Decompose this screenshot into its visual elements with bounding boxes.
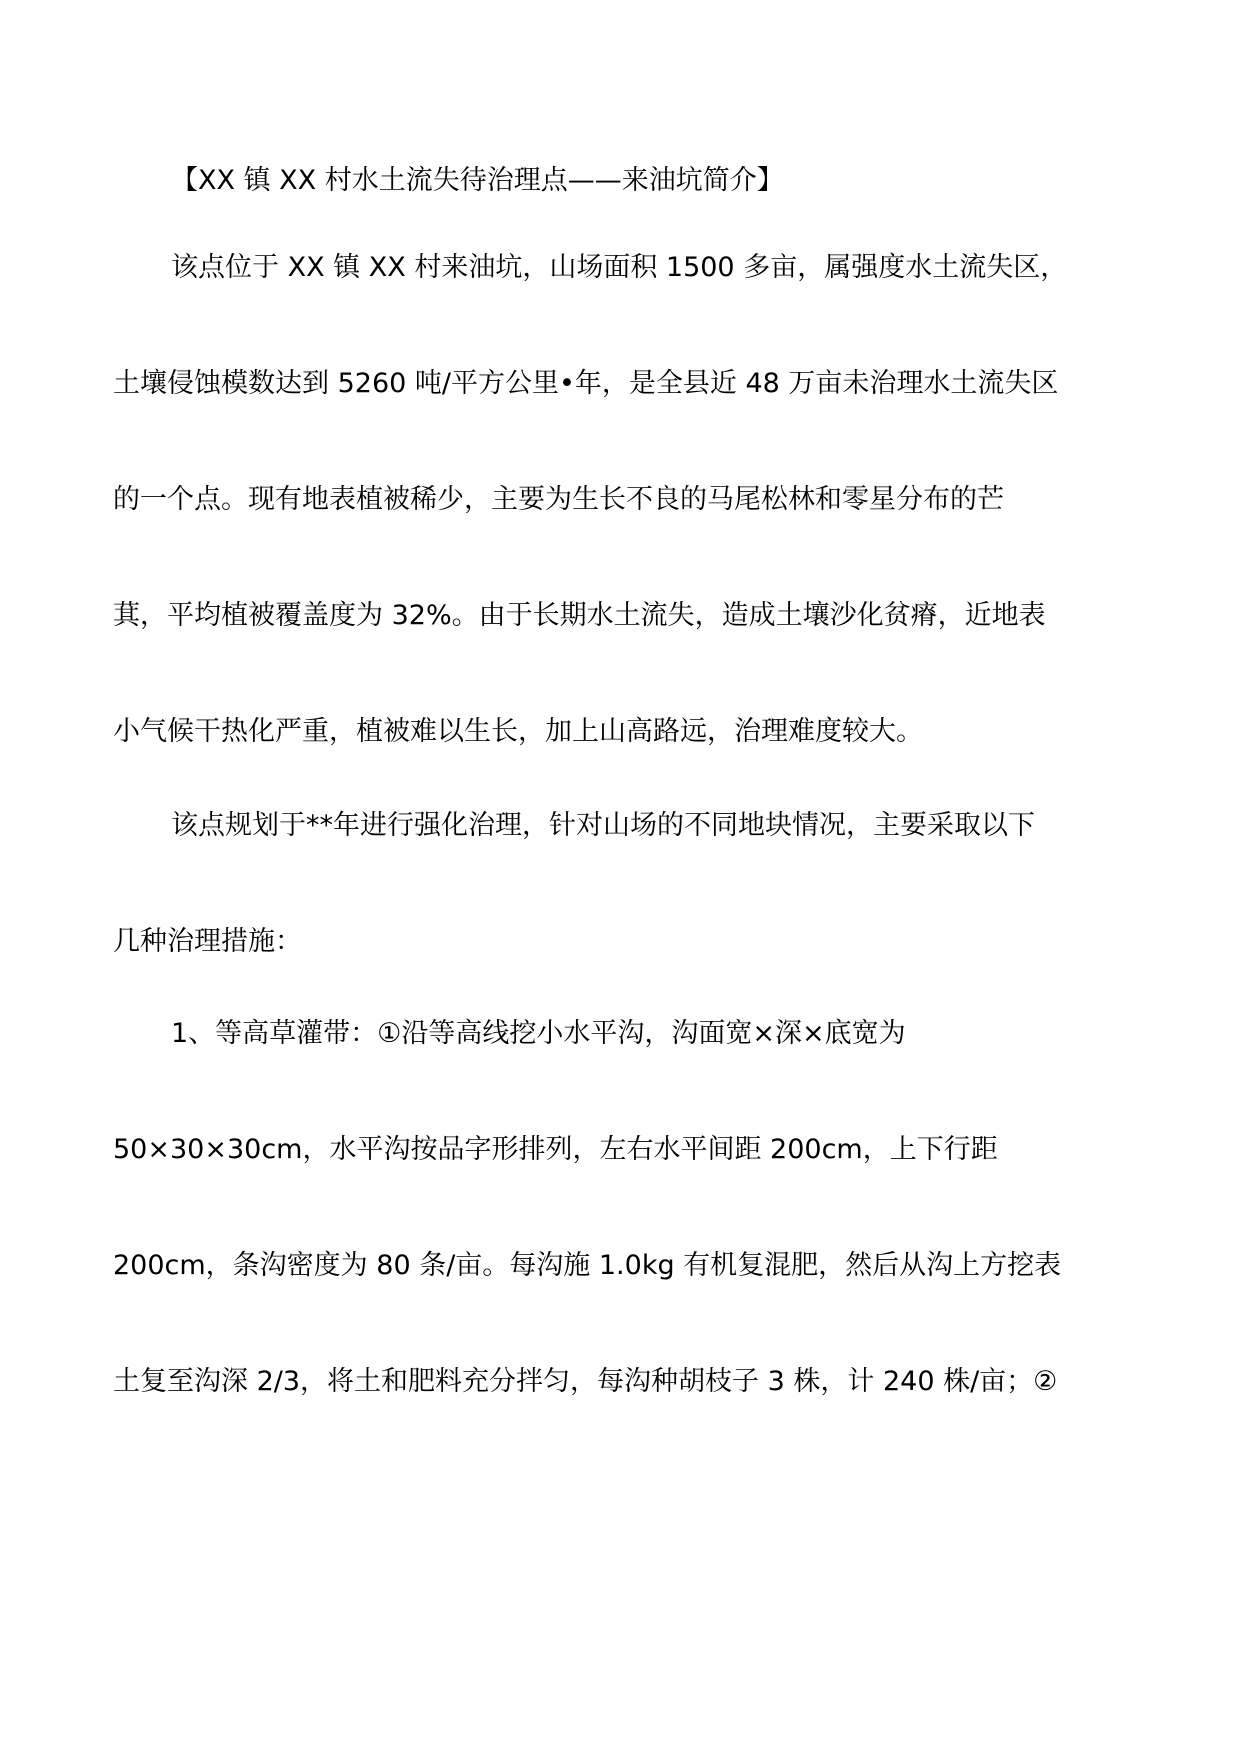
document-title: 【XX 镇 XX 村水土流失待治理点——来油坑简介】 <box>171 165 784 196</box>
paragraph-1-line-2: 土壤侵蚀模数达到 5260 吨/平方公里•年，是全县近 48 万亩未治理水土流失区 <box>113 368 1059 399</box>
paragraph-1-line-3: 的一个点。现有地表植被稀少，主要为生长不良的马尾松林和零星分布的芒 <box>113 484 1004 515</box>
paragraph-2-line-1: 该点规划于**年进行强化治理，针对山场的不同地块情况，主要采取以下 <box>171 810 1035 841</box>
paragraph-1-line-5: 小气候干热化严重，植被难以生长，加上山高路远，治理难度较大。 <box>113 716 923 747</box>
paragraph-1-line-4: 萁，平均植被覆盖度为 32%。由于长期水土流失，造成土壤沙化贫瘠，近地表 <box>113 600 1046 631</box>
paragraph-3-line-1: 1、等高草灌带：①沿等高线挖小水平沟，沟面宽×深×底宽为 <box>171 1018 906 1049</box>
paragraph-3-line-3: 200cm，条沟密度为 80 条/亩。每沟施 1.0kg 有机复混肥，然后从沟上方挖表 <box>113 1250 1062 1281</box>
paragraph-1-line-1: 该点位于 XX 镇 XX 村来油坑，山场面积 1500 多亩，属强度水土流失区， <box>171 252 1068 283</box>
paragraph-3-line-4: 土复至沟深 2/3，将土和肥料充分拌匀，每沟种胡枝子 3 株，计 240 株/亩；② <box>113 1366 1058 1397</box>
paragraph-2-line-2: 几种治理措施： <box>113 926 302 957</box>
paragraph-3-line-2: 50×30×30cm，水平沟按品字形排列，左右水平间距 200cm，上下行距 <box>113 1134 998 1165</box>
